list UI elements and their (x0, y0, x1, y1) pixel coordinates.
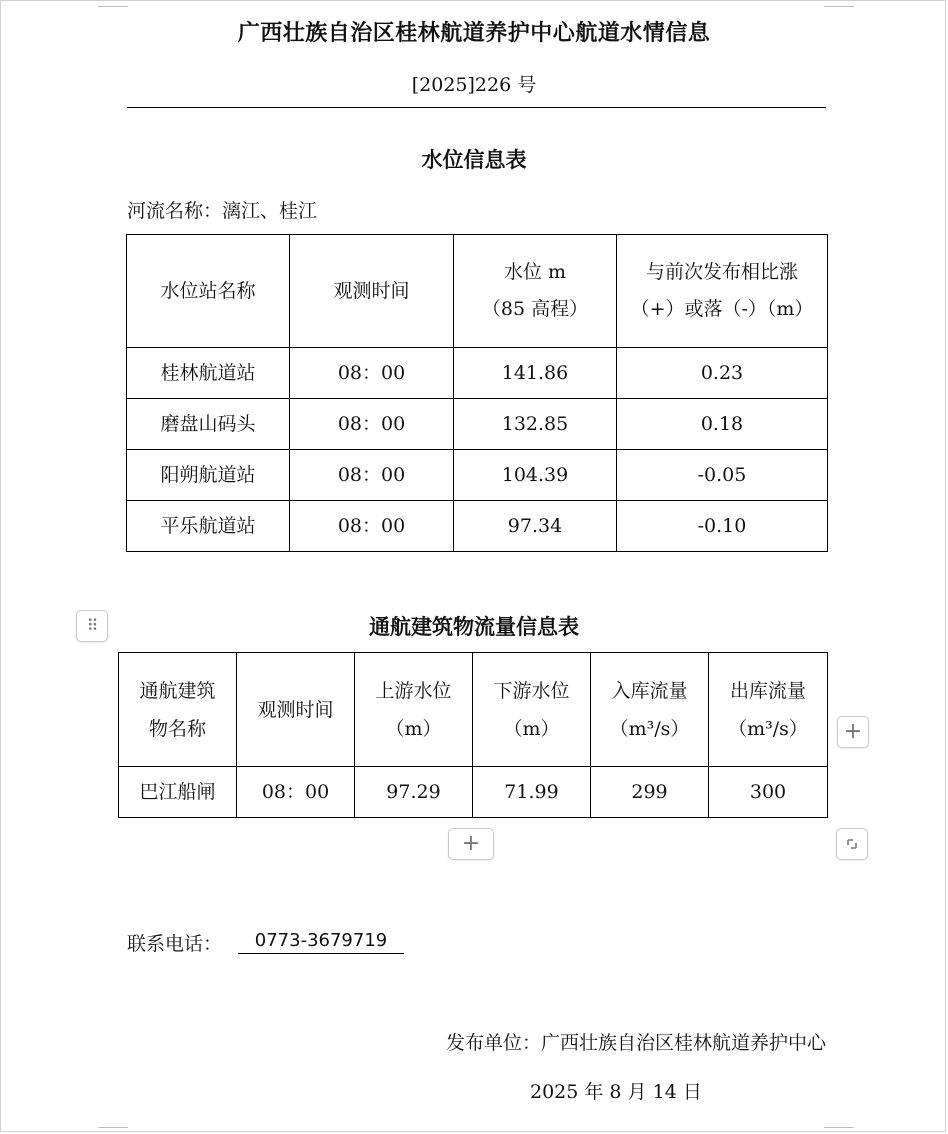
time-cell[interactable]: 08：00 (290, 501, 454, 552)
station-cell[interactable]: 桂林航道站 (127, 348, 290, 399)
issue-date: 2025 年 8 月 14 日 (530, 1081, 702, 1103)
level-cell[interactable]: 141.86 (454, 348, 617, 399)
change-cell[interactable]: 0.18 (617, 399, 828, 450)
header-inflow-unit: （m³/s） (609, 717, 690, 740)
header-cell[interactable] (454, 235, 617, 348)
header-water-level-datum: （85 高程） (481, 298, 589, 320)
time-cell[interactable]: 08：00 (290, 348, 454, 399)
station-cell[interactable]: 阳朔航道站 (127, 450, 290, 501)
header-cell[interactable] (473, 653, 591, 767)
resize-icon (845, 837, 859, 851)
flow-table-title: 通航建筑物流量信息表 (369, 614, 579, 639)
header-cell[interactable] (127, 235, 290, 348)
header-cell[interactable] (237, 653, 355, 767)
level-cell[interactable]: 97.34 (454, 501, 617, 552)
structure-name-cell[interactable]: 巴江船闸 (119, 767, 237, 818)
add-row-button[interactable] (448, 828, 494, 860)
header-change-line1: 与前次发布相比涨 (645, 261, 798, 283)
contact-label: 联系电话： (127, 933, 223, 955)
level-cell[interactable]: 132.85 (454, 399, 617, 450)
station-cell[interactable]: 平乐航道站 (127, 501, 290, 552)
header-downstream-level: 下游水位 (493, 679, 570, 702)
table-row (119, 767, 828, 818)
page-corner-mark (824, 1127, 854, 1128)
level-cell[interactable]: 104.39 (454, 450, 617, 501)
header-cell[interactable] (709, 653, 828, 767)
table-row (127, 348, 828, 399)
header-inflow: 入库流量 (611, 679, 688, 702)
header-change-line2: （+）或落（-）（m） (630, 298, 814, 320)
contact-phone: 0773-3679719 (238, 929, 404, 954)
header-upstream-unit: （m） (385, 717, 442, 740)
page-corner-mark (98, 6, 128, 7)
inflow-cell[interactable]: 299 (591, 767, 709, 818)
change-cell[interactable]: -0.05 (617, 450, 828, 501)
downstream-level-cell[interactable]: 71.99 (473, 767, 591, 818)
header-upstream-level: 上游水位 (375, 679, 452, 702)
change-cell[interactable]: 0.23 (617, 348, 828, 399)
header-observation-time: 观测时间 (257, 698, 334, 721)
header-observation-time: 观测时间 (333, 279, 410, 302)
drag-handle-icon: ⠿ (86, 616, 98, 635)
plus-icon: + (843, 719, 863, 744)
header-outflow: 出库流量 (729, 679, 806, 702)
header-cell[interactable] (355, 653, 473, 767)
change-cell[interactable]: -0.10 (617, 501, 828, 552)
outflow-cell[interactable]: 300 (709, 767, 828, 818)
water-level-table (126, 234, 828, 552)
table-header-row (127, 235, 828, 348)
page-corner-mark (824, 6, 854, 7)
publisher-line: 发布单位：广西壮族自治区桂林航道养护中心 (445, 1032, 826, 1054)
station-cell[interactable]: 磨盘山码头 (127, 399, 290, 450)
header-downstream-unit: （m） (503, 717, 560, 740)
time-cell[interactable]: 08：00 (290, 450, 454, 501)
table-header-row (119, 653, 828, 767)
plus-icon: + (461, 831, 481, 856)
header-cell[interactable] (617, 235, 828, 348)
table-row (127, 399, 828, 450)
add-column-button[interactable] (837, 716, 869, 748)
header-cell[interactable] (591, 653, 709, 767)
header-outflow-unit: （m³/s） (728, 717, 808, 740)
river-name-line: 河流名称：漓江、桂江 (127, 200, 318, 222)
document-number: [2025]226 号 (411, 74, 537, 96)
table-resize-handle[interactable] (836, 828, 868, 860)
water-level-table-title: 水位信息表 (421, 147, 527, 172)
header-structure-name-line2: 物名称 (148, 717, 206, 740)
table-row (127, 450, 828, 501)
time-cell[interactable]: 08：00 (237, 767, 355, 818)
table-row (127, 501, 828, 552)
page-corner-mark (98, 1127, 128, 1128)
header-cell[interactable] (290, 235, 454, 348)
title-divider (127, 107, 826, 108)
header-structure-name-line1: 通航建筑 (139, 679, 216, 702)
header-water-level: 水位 m (503, 261, 567, 283)
header-cell[interactable] (119, 653, 237, 767)
navigation-flow-table (118, 652, 828, 818)
upstream-level-cell[interactable]: 97.29 (355, 767, 473, 818)
document-title: 广西壮族自治区桂林航道养护中心航道水情信息 (237, 20, 711, 46)
header-station-name: 水位站名称 (160, 279, 256, 302)
time-cell[interactable]: 08：00 (290, 399, 454, 450)
